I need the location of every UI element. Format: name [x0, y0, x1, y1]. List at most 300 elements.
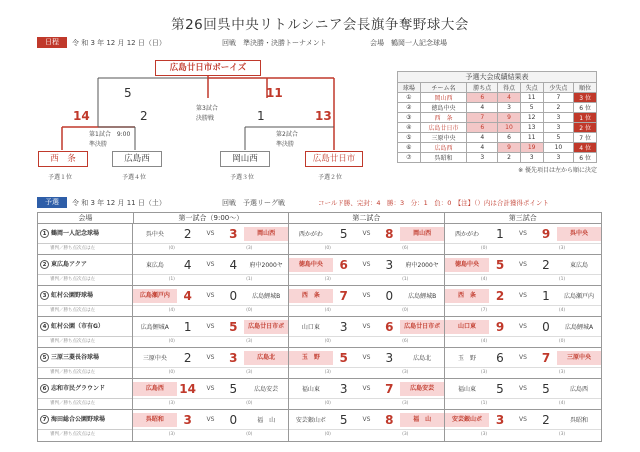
prelim-results-cell: 1 位 [574, 113, 597, 123]
venue-label: 東広島アクア [51, 261, 87, 268]
prelim-results-cell: ⑦ [398, 153, 421, 163]
prelim-results-cell: 11 [520, 133, 543, 143]
vs-label: VS [362, 354, 371, 361]
prelim-results-row [398, 123, 597, 133]
prelim-results-row [398, 143, 597, 153]
game-main [133, 348, 288, 368]
game-main [445, 379, 601, 399]
venue-label: 志和市民グラウンド [51, 385, 106, 392]
team-away: 岡山西 [244, 227, 288, 241]
grid-row [38, 348, 601, 379]
game-cell [133, 224, 289, 254]
score-away: 3 [385, 350, 394, 365]
team-away: 広島安芸 [254, 386, 279, 393]
team-away: 広島廿日市ボ [400, 320, 444, 334]
game-points [133, 275, 288, 285]
game-main [289, 348, 444, 368]
team-away: 三原中央 [557, 351, 601, 365]
points-away: (3) [402, 432, 409, 437]
points-away: (3) [558, 432, 566, 437]
col-runs: 得点 [498, 83, 521, 93]
team-home: 東広島 [145, 262, 164, 269]
game-points [289, 430, 444, 440]
score-away: 2 [542, 412, 550, 427]
points-home: (3) [324, 370, 331, 375]
prelim-results-row [398, 113, 597, 123]
bracket-team-4: 広島廿日市 [305, 151, 363, 167]
game-points [289, 399, 444, 409]
prelim-results-cell: 3 [543, 153, 574, 163]
score-away: 2 [542, 257, 550, 272]
points-away: (3) [402, 370, 409, 375]
points-away: (3) [246, 339, 253, 344]
venue-number: 7 [40, 415, 49, 424]
col-venue: 球場 [398, 83, 421, 93]
score-away: 4 [229, 257, 238, 272]
team-away: 広島鯉城B [252, 293, 281, 300]
prelim-results-cell: 6 位 [574, 103, 597, 113]
score-away: 3 [385, 257, 394, 272]
game-main [133, 379, 288, 399]
game-cell [445, 348, 601, 378]
points-home: (1) [480, 401, 488, 406]
points-away: (0) [246, 432, 253, 437]
prelim-results-row [398, 133, 597, 143]
score-home: 5 [339, 350, 348, 365]
points-away: (3) [558, 246, 566, 251]
points-home: (0) [324, 432, 331, 437]
grid-venue-cell [38, 317, 133, 347]
vs-label: VS [519, 261, 527, 268]
vs-label: VS [362, 292, 371, 299]
score-away: 3 [229, 350, 238, 365]
prelim-results-cell: 4 [467, 133, 498, 143]
game-main [289, 410, 444, 430]
points-away: (3) [246, 246, 253, 251]
team-away: 岡山西 [400, 227, 444, 241]
semi1-label: 第1試合 9:00 [89, 131, 131, 138]
game-main [289, 224, 444, 244]
game-cell [289, 410, 445, 441]
score-home: 2 [495, 288, 505, 303]
points-away: (3) [558, 370, 566, 375]
grid-row [38, 317, 601, 348]
team-home: 山口東 [445, 320, 489, 334]
vs-label: VS [519, 230, 527, 237]
prelim-results-cell: ① [398, 93, 421, 103]
points-home: (0) [324, 246, 331, 251]
venue-label: 虹村公園野球場 [51, 292, 94, 299]
prelim-results-cell: 広島廿日市 [420, 123, 467, 133]
prelim-results-row [398, 103, 597, 113]
score-home: 6 [339, 257, 348, 272]
prelim-results-cell: 9 [498, 143, 521, 153]
bracket-seed-4: 予選２位 [318, 174, 343, 181]
game-main [445, 317, 601, 337]
points-away: (1) [558, 277, 566, 282]
grid-venue-cell [38, 255, 133, 285]
game-main [445, 410, 601, 430]
prelim-results-cell: 6 位 [574, 153, 597, 163]
grid-col-game2: 第二試合 [289, 213, 444, 223]
game-points [289, 244, 444, 254]
venue-label: 鶴岡一人記念球場 [51, 230, 100, 237]
team-away: 広島瀬戸内 [563, 293, 594, 300]
game-cell [445, 255, 601, 285]
score-away: 0 [542, 319, 550, 334]
score-home: 4 [183, 288, 192, 303]
semi2-sub: 準決勝 [276, 141, 295, 148]
points-away: (3) [246, 370, 253, 375]
venue-sub: 審判／勝ち点次点は左 [50, 401, 95, 406]
semi1-left-score: 14 [73, 109, 90, 123]
prelim-results-cell: ⑤ [398, 133, 421, 143]
prelim-results-cell: 11 [520, 93, 543, 103]
game-cell [133, 317, 289, 347]
venue-number: 4 [40, 322, 49, 331]
team-away: 広島北 [413, 355, 432, 362]
team-home: 西 条 [445, 289, 489, 303]
vs-label: VS [519, 292, 527, 299]
vs-label: VS [206, 416, 215, 423]
prelim-results-cell: 10 [543, 143, 574, 153]
venue-name [38, 224, 132, 244]
game-points [289, 337, 444, 347]
semi2-right-score: 13 [315, 109, 332, 123]
game-cell [289, 348, 445, 378]
final-label: 第3試合 [196, 105, 218, 112]
grid-venue-cell [38, 410, 133, 441]
grid-row [38, 379, 601, 410]
game-points [445, 244, 601, 254]
game-main [289, 286, 444, 306]
prelim-results-cell: 3 [498, 103, 521, 113]
points-away: (4) [558, 401, 566, 406]
score-home: 3 [339, 381, 348, 396]
prelim-results-cell: 2 位 [574, 123, 597, 133]
points-home: (3) [480, 370, 488, 375]
grid-col-venue: 会場 [38, 213, 134, 223]
score-away: 5 [229, 381, 238, 396]
points-home: (3) [168, 432, 175, 437]
bracket-team-2: 広島西 [112, 151, 162, 167]
venue-name [38, 255, 132, 275]
final-round: 回戦 準決勝・決勝トーナメント [222, 39, 327, 47]
prelim-results-cell: 6 [467, 93, 498, 103]
points-away: (0) [402, 308, 409, 313]
vs-label: VS [519, 416, 527, 423]
team-away: 府中2000ヤ [249, 262, 283, 269]
venue-name [38, 317, 132, 337]
grid-row [38, 224, 601, 255]
points-home: (4) [480, 339, 488, 344]
grid-row [38, 255, 601, 286]
prelim-results-cell: 2 [543, 103, 574, 113]
page-title: 第26回呉中央リトルシニア会長旗争奪野球大会 [171, 17, 469, 33]
score-home: 3 [339, 319, 348, 334]
points-home: (0) [168, 246, 175, 251]
prelim-results-cell: 13 [520, 123, 543, 133]
vs-label: VS [206, 385, 215, 392]
vs-label: VS [519, 385, 527, 392]
venue-label: 三原三菱長谷球場 [51, 354, 100, 361]
game-points [133, 368, 288, 378]
game-points [445, 368, 601, 378]
team-away: 広島安芸 [400, 382, 444, 396]
game-main [133, 224, 288, 244]
game-cell [133, 410, 289, 441]
prelim-results-cell: 6 [498, 133, 521, 143]
venue-sub: 審判／勝ち点次点は左 [50, 308, 95, 313]
prelim-results-cell: 7 位 [574, 133, 597, 143]
team-away: 広島鯉城B [408, 293, 437, 300]
score-away: 0 [385, 288, 394, 303]
venue-name [38, 410, 132, 430]
score-home: 7 [339, 288, 348, 303]
score-away: 7 [385, 381, 394, 396]
points-away: (1) [402, 277, 409, 282]
score-away: 7 [541, 350, 551, 365]
points-away: (6) [402, 246, 409, 251]
team-away: 福 山 [257, 417, 276, 424]
prelim-results-cell: 岡山西 [420, 93, 467, 103]
prelim-results-cell: 広島西 [420, 143, 467, 153]
points-away: (6) [402, 339, 409, 344]
team-home: 広島西 [133, 382, 177, 396]
prelim-results-cell: 西 条 [420, 113, 467, 123]
score-away: 6 [385, 319, 394, 334]
bracket-seed-2: 予選４位 [122, 174, 147, 181]
game-cell [445, 410, 601, 441]
game-points [445, 430, 601, 440]
team-away: 広島鯉城A [564, 324, 594, 331]
game-cell [289, 379, 445, 409]
game-cell [133, 348, 289, 378]
score-away: 5 [229, 319, 238, 334]
venue-label: 虹村公園（市有G） [51, 323, 104, 330]
prelim-results-cell: 12 [520, 113, 543, 123]
prelim-results-cell: 4 [467, 103, 498, 113]
game-cell [289, 255, 445, 285]
grid-venue-cell [38, 379, 133, 409]
venue-number: 5 [40, 353, 49, 362]
prelim-results-cell: ② [398, 103, 421, 113]
grid-col-game3: 第三試合 [508, 214, 537, 222]
prelim-rule: コールド勝、完封：4 勝：3 分：1 負：0 【注】（）内は合計獲得ポイント [318, 199, 549, 207]
team-away: 東広島 [569, 262, 588, 269]
prelim-results-cell: 3 [520, 153, 543, 163]
score-home: 1 [183, 319, 192, 334]
game-main [289, 379, 444, 399]
points-home: (0) [324, 401, 331, 406]
bracket-seed-3: 予選３位 [230, 174, 255, 181]
game-main [445, 348, 601, 368]
score-away: 9 [541, 226, 551, 241]
prelim-results-cell: 10 [498, 123, 521, 133]
team-home: 西 条 [289, 289, 333, 303]
game-main [133, 317, 288, 337]
vs-label: VS [519, 354, 527, 361]
venue-name [38, 348, 132, 368]
game-main [445, 255, 601, 275]
venue-number: 6 [40, 384, 49, 393]
game-points [133, 430, 288, 440]
game-points [289, 275, 444, 285]
venue-sub: 審判／勝ち点次点は左 [50, 339, 95, 344]
vs-label: VS [206, 292, 215, 299]
final-sub: 決勝戦 [196, 115, 215, 122]
grid-col-game1: 第一試合（9:00～） [134, 213, 289, 223]
score-home: 14 [179, 381, 196, 396]
score-away: 0 [229, 288, 238, 303]
team-home: 広島鯉城A [140, 324, 169, 331]
venue-sub: 審判／勝ち点次点は左 [50, 277, 95, 282]
champion-box: 広島廿日市ボーイズ [155, 60, 261, 76]
vs-label: VS [206, 354, 215, 361]
prelim-results-cell: 5 [543, 133, 574, 143]
prelim-results-cell: 三原中央 [420, 133, 467, 143]
vs-label: VS [206, 323, 215, 330]
prelim-results-row [398, 153, 597, 163]
prelim-date: 令 和 3 年 12 月 11 日（土） [72, 199, 166, 207]
vs-label: VS [362, 385, 371, 392]
score-home: 2 [183, 226, 192, 241]
game-points [445, 337, 601, 347]
grid-venue-cell [38, 286, 133, 316]
points-away: (0) [246, 401, 253, 406]
col-team: チーム名 [420, 83, 467, 93]
score-away: 1 [542, 288, 550, 303]
semi2-left-score: 1 [257, 109, 265, 123]
game-main [445, 286, 601, 306]
team-home: 呉昭和 [133, 413, 177, 427]
prelim-results-cell: 3 [467, 153, 498, 163]
venue-name [38, 379, 132, 399]
game-main [289, 255, 444, 275]
team-home: 山口東 [301, 324, 320, 331]
venue-sub: 審判／勝ち点次点は左 [50, 370, 95, 375]
points-home: (4) [168, 308, 175, 313]
prelim-results-caption: 予選大会成績結果表 [397, 71, 597, 82]
points-away: (0) [246, 308, 253, 313]
points-home: (3) [324, 277, 331, 282]
score-home: 6 [496, 350, 504, 365]
game-points [445, 275, 601, 285]
prelim-results-header [398, 83, 597, 93]
final-venue: 会場 鶴岡一人記念球場 [370, 39, 447, 47]
game-cell [445, 317, 601, 347]
score-home: 9 [495, 319, 505, 334]
game-cell [289, 317, 445, 347]
vs-label: VS [362, 416, 371, 423]
team-home: 呉中央 [145, 231, 164, 238]
points-home: (1) [168, 277, 175, 282]
points-home: (0) [324, 339, 331, 344]
final-date: 令 和 3 年 12 月 12 日（日） [72, 39, 166, 47]
points-home: (4) [324, 308, 331, 313]
points-home: (0) [480, 246, 488, 251]
col-points: 勝ち点 [467, 83, 498, 93]
final-right-score: 11 [266, 86, 283, 100]
score-home: 1 [496, 226, 504, 241]
game-points [133, 306, 288, 316]
prelim-results-cell: 3 位 [574, 93, 597, 103]
points-home: (3) [168, 401, 175, 406]
prelim-results-cell: 5 [520, 103, 543, 113]
team-home: 玉 野 [289, 351, 333, 365]
points-away: (0) [558, 339, 566, 344]
game-points [289, 306, 444, 316]
prelim-results-cell: 9 [498, 113, 521, 123]
points-away: (4) [558, 308, 566, 313]
game-main [445, 224, 601, 244]
vs-label: VS [519, 323, 527, 330]
prelim-results-cell: 呉昭和 [420, 153, 467, 163]
semi2-label: 第2試合 [276, 131, 298, 138]
team-away: 広島北 [244, 351, 288, 365]
score-away: 8 [385, 226, 394, 241]
game-main [133, 255, 288, 275]
game-cell [289, 224, 445, 254]
score-home: 5 [496, 381, 504, 396]
score-home: 3 [183, 412, 192, 427]
prelim-results-cell: 徳島中央 [420, 103, 467, 113]
prelim-results-cell: 4 位 [574, 143, 597, 153]
game-points [133, 399, 288, 409]
schedule-grid-header [38, 213, 601, 224]
vs-label: VS [206, 230, 215, 237]
team-home: 徳島中央 [289, 258, 333, 272]
venue-name [38, 286, 132, 306]
team-away: 広島西 [569, 386, 588, 393]
team-away: 福 山 [400, 413, 444, 427]
vs-label: VS [206, 261, 215, 268]
semi1-sub: 準決勝 [89, 141, 108, 148]
points-home: (7) [480, 308, 488, 313]
team-away: 府中2000ヤ [405, 262, 439, 269]
team-home: 玉 野 [457, 355, 476, 362]
game-main [133, 286, 288, 306]
score-home: 3 [495, 412, 505, 427]
prelim-results-row [398, 93, 597, 103]
team-away: 呉中央 [557, 227, 601, 241]
score-away: 8 [385, 412, 394, 427]
prelim-results-cell: 7 [467, 113, 498, 123]
points-away: (1) [246, 277, 253, 282]
game-main [289, 317, 444, 337]
game-points [445, 399, 601, 409]
col-rank: 順位 [574, 83, 597, 93]
game-cell [289, 286, 445, 316]
semi1-right-score: 2 [140, 109, 148, 123]
venue-number: 3 [40, 291, 49, 300]
points-away: (3) [402, 401, 409, 406]
team-away: 呉昭和 [569, 417, 588, 424]
venue-number: 2 [40, 260, 49, 269]
points-home: (0) [168, 339, 175, 344]
vs-label: VS [362, 323, 371, 330]
bracket-seed-1: 予選１位 [48, 174, 73, 181]
team-home: 西かがわ [454, 231, 479, 238]
points-home: (0) [168, 370, 175, 375]
vs-label: VS [362, 261, 371, 268]
game-cell [133, 286, 289, 316]
venue-sub: 審判／勝ち点次点は左 [50, 246, 95, 251]
schedule-grid-body [38, 224, 601, 441]
game-cell [445, 286, 601, 316]
game-main [133, 410, 288, 430]
game-points [133, 337, 288, 347]
